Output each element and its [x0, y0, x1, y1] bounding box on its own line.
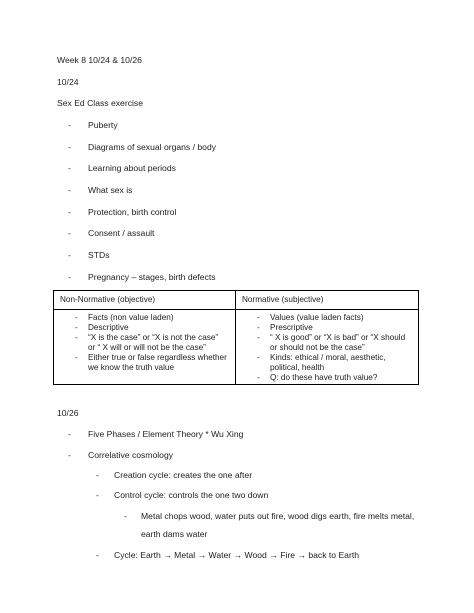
sub-list-item: Cycle: Earth → Metal → Water → Wood → Fire → back to Earth: [114, 550, 359, 560]
sub-sub-list-item: Metal chops wood, water puts out fire, wood digs earth, fire melts metal,: [141, 511, 415, 521]
table-column-divider: [235, 291, 236, 384]
bullet-dash: -: [257, 373, 260, 382]
table-header-col1: Non-Normative (objective): [60, 295, 156, 304]
table-cell-line: Facts (non value laden): [88, 313, 174, 322]
bullet-dash: -: [68, 207, 71, 217]
date-heading-1: 10/24: [57, 77, 79, 87]
list-item: STDs: [88, 250, 110, 260]
list-item: Learning about periods: [88, 163, 176, 173]
bullet-dash: -: [257, 333, 260, 342]
bullet-dash: -: [257, 323, 260, 332]
sub-list-item: Creation cycle: creates the one after: [114, 470, 253, 480]
bullet-dash: -: [75, 333, 78, 342]
table-cell-line: Either true or false regardless whether: [88, 353, 227, 362]
sub-sub-list-item-continued: earth dams water: [141, 529, 208, 539]
section-title: Sex Ed Class exercise: [57, 98, 143, 108]
bullet-dash: -: [75, 313, 78, 322]
table-cell-line: or should not be the case”: [270, 343, 365, 352]
table-cell-line: we know the truth value: [88, 363, 175, 372]
table-cell-line: political, health: [270, 363, 325, 372]
table-cell-line: “ X is good” or “X is bad” or “X should: [270, 333, 406, 342]
list-item: Diagrams of sexual organs / body: [88, 142, 217, 152]
list-item: What sex is: [88, 185, 133, 195]
bullet-dash: -: [68, 429, 71, 439]
bullet-dash: -: [96, 550, 99, 560]
bullet-dash: -: [68, 185, 71, 195]
bullet-dash: -: [257, 353, 260, 362]
bullet-dash: -: [68, 120, 71, 130]
bullet-dash: -: [68, 250, 71, 260]
list-item: Consent / assault: [88, 228, 155, 238]
bullet-dash: -: [96, 490, 99, 500]
table-cell-line: Prescriptive: [270, 323, 313, 332]
list-item: Protection, birth control: [88, 207, 177, 217]
bullet-dash: -: [68, 163, 71, 173]
list-item: Correlative cosmology: [88, 450, 174, 460]
bullet-dash: -: [68, 272, 71, 282]
table-header-col2: Normative (subjective): [242, 295, 324, 304]
bullet-dash: -: [75, 353, 78, 362]
bullet-dash: -: [68, 450, 71, 460]
table-cell-line: “X is the case” or “X is not the case”: [88, 333, 219, 342]
week-heading: Week 8 10/24 & 10/26: [57, 55, 142, 65]
table-cell-line: Kinds: ethical / moral, aesthetic,: [270, 353, 386, 362]
list-item: Puberty: [88, 120, 118, 130]
table-cell-line: Q: do these have truth value?: [270, 373, 378, 382]
table-cell-line: Values (value laden facts): [270, 313, 364, 322]
bullet-dash: -: [75, 323, 78, 332]
date-heading-2: 10/26: [57, 408, 79, 418]
bullet-dash: -: [68, 228, 71, 238]
normative-table: [53, 290, 419, 385]
list-item: Five Phases / Element Theory * Wu Xing: [88, 429, 244, 439]
table-cell-line: Descriptive: [88, 323, 129, 332]
bullet-dash: -: [96, 470, 99, 480]
bullet-dash: -: [124, 511, 127, 521]
sub-list-item: Control cycle: controls the one two down: [114, 490, 269, 500]
bullet-dash: -: [257, 313, 260, 322]
list-item: Pregnancy – stages, birth defects: [88, 272, 216, 282]
bullet-dash: -: [68, 142, 71, 152]
table-header-divider: [54, 309, 418, 310]
table-cell-line: or “ X will or will not be the case”: [88, 343, 206, 352]
